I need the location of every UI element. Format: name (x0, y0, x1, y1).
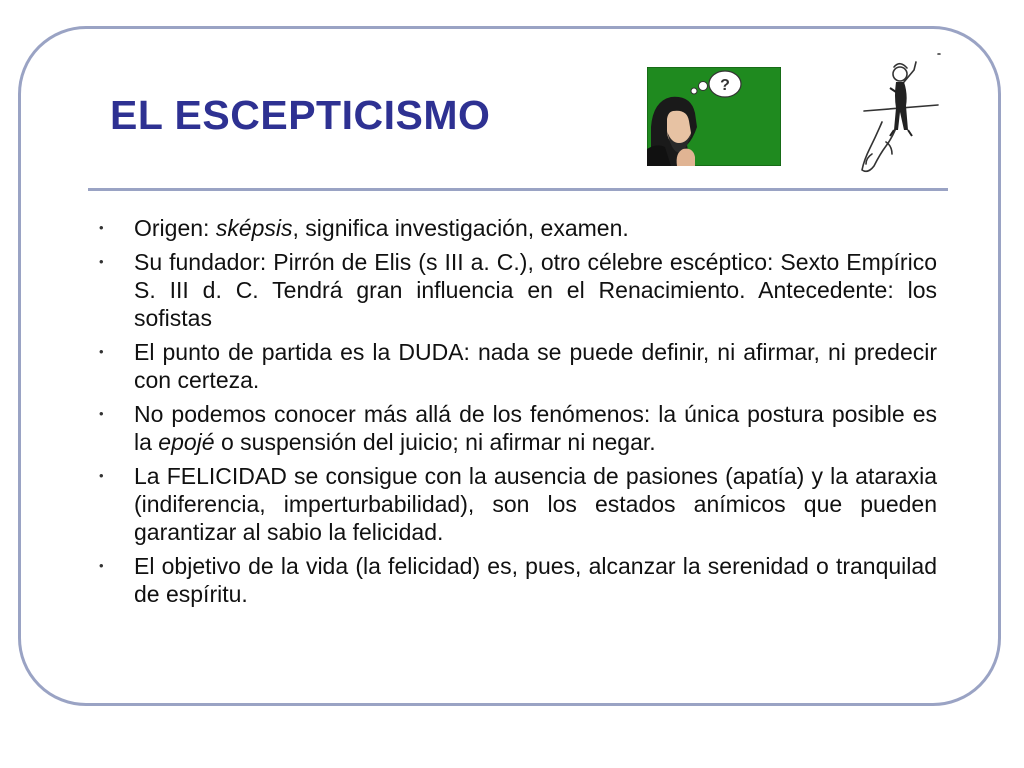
bullet-text: El punto de partida es la DUDA: nada se puede definir, ni afirmar, ni predecir con certeza. (134, 339, 937, 393)
title-divider (88, 188, 948, 191)
slide-title: EL ESCEPTICISMO (110, 92, 491, 138)
bullet-text: El objetivo de la vida (la felicidad) es, pues, alcanzar la serenidad o tranquilad de espíritu. (134, 553, 937, 607)
skeptic-sketch-image (842, 50, 950, 180)
bullet-dot-icon: • (99, 220, 104, 235)
bullet-text: La FELICIDAD se consigue con la ausencia de pasiones (apatía) y la ataraxia (indiferencia, imperturbabilidad), son los estados anímicos que pueden garantizar al sabio la felicidad. (134, 463, 937, 545)
bullet-dot-icon: • (99, 254, 104, 269)
bullet-item (95, 400, 937, 456)
bullet-dot-icon: • (99, 406, 104, 421)
bullet-text: , significa investigación, examen. (292, 215, 629, 241)
bullet-item (95, 248, 937, 332)
bullet-text: No podemos conocer más allá de los fenómenos: la única postura posible es la (134, 401, 937, 455)
bullet-text: Su fundador: Pirrón de Elis (s III a. C.), otro célebre escéptico: Sexto Empírico S. III d. C. Tendrá gran influencia en el Renacimiento. Antecedente: los sofistas (134, 249, 937, 331)
bullet-item (95, 338, 937, 394)
bullet-item (95, 552, 937, 608)
bullet-dot-icon: • (99, 558, 104, 573)
bullet-list (95, 214, 937, 614)
italic-term: epojé (158, 429, 215, 455)
italic-term: sképsis (215, 215, 293, 241)
bullet-dot-icon: • (99, 468, 104, 483)
bullet-text: Origen: (134, 215, 216, 241)
question-mark: ? (720, 77, 730, 94)
thinking-man-image (647, 67, 781, 166)
bullet-text: o suspensión del juicio; ni afirmar ni negar. (214, 429, 656, 455)
bullet-dot-icon: • (99, 344, 104, 359)
bullet-item (95, 462, 937, 546)
bullet-item (95, 214, 937, 242)
